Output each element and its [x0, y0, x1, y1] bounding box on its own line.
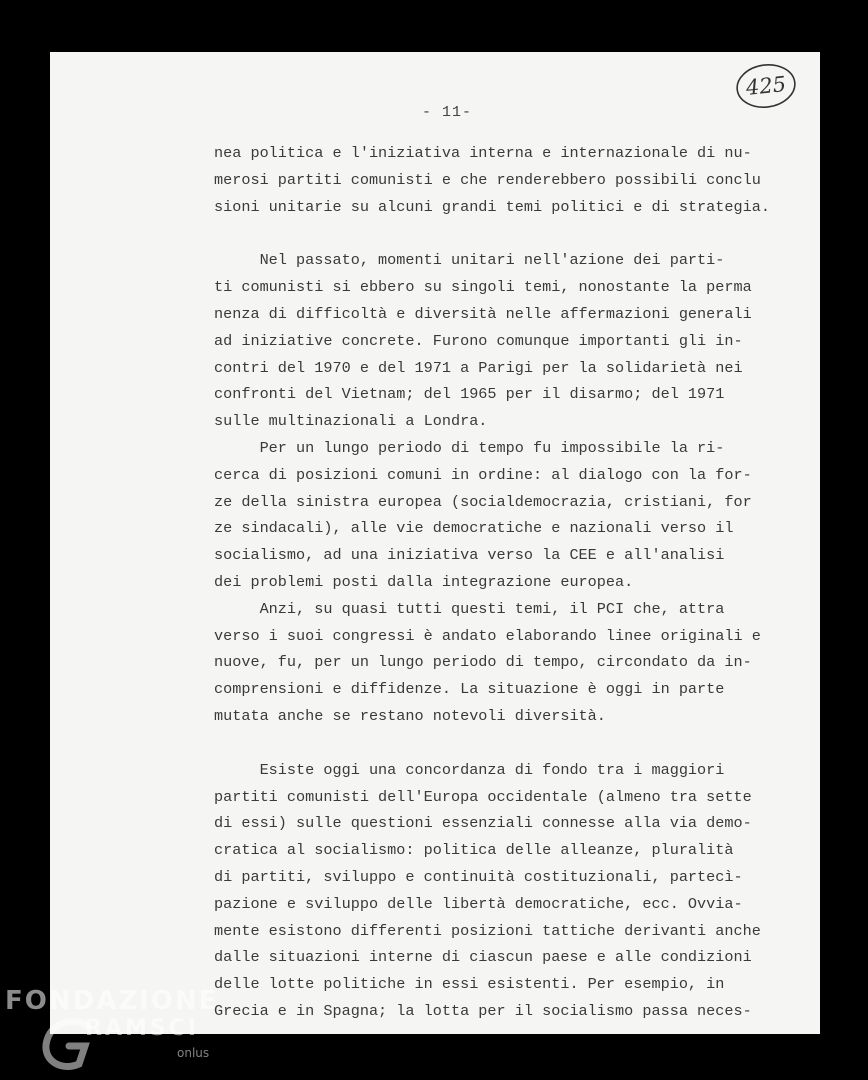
- text-line: comprensioni e diffidenze. La situazione è oggi in parte: [214, 680, 725, 699]
- archive-number-text: 425: [744, 71, 788, 101]
- watermark-suffix: onlus: [177, 1046, 210, 1060]
- text-line: nuove, fu, per un lungo periodo di tempo, circondato da in-: [214, 653, 752, 672]
- text-line: Grecia e in Spagna; la lotta per il socialismo passa neces-: [214, 1001, 752, 1020]
- text-line: di essi) sulle questioni essenziali connesse alla via demo-: [214, 814, 752, 833]
- text-line: dei problemi posti dalla integrazione europea.: [214, 572, 634, 591]
- text-line: Nel passato, momenti unitari nell'azione dei parti-: [214, 251, 725, 270]
- text-line: Esiste oggi una concordanza di fondo tra i maggiori: [214, 760, 725, 779]
- watermark-line2: RAMSCI: [85, 1016, 200, 1041]
- text-line: cerca di posizioni comuni in ordine: al dialogo con la for-: [214, 465, 752, 484]
- text-line: merosi partiti comunisti e che renderebbero possibili conclu: [214, 170, 761, 189]
- text-line: verso i suoi congressi è andato elaborando linee originali e: [214, 626, 761, 645]
- fondazione-gramsci-watermark: [5, 986, 220, 1076]
- text-line: mente esistono differenti posizioni tattiche derivanti anche: [214, 921, 761, 940]
- page-number: - 11-: [422, 104, 473, 121]
- text-line: ze sindacali), alle vie democratiche e nazionali verso il: [214, 519, 734, 538]
- text-line: nenza di difficoltà e diversità nelle affermazioni generali: [214, 304, 752, 323]
- text-line: ti comunisti si ebbero su singoli temi, nonostante la perma: [214, 278, 752, 297]
- text-line: contri del 1970 e del 1971 a Parigi per la solidarietà nei: [214, 358, 743, 377]
- text-line: ad iniziative concrete. Furono comunque importanti gli in-: [214, 331, 743, 350]
- paragraph: [214, 247, 774, 729]
- text-line: Per un lungo periodo di tempo fu impossibile la ri-: [214, 438, 725, 457]
- text-line: mutata anche se restano notevoli diversità.: [214, 706, 606, 725]
- text-line: dalle situazioni interne di ciascun paese e alle condizioni: [214, 948, 752, 967]
- text-line: nea politica e l'iniziativa interna e internazionale di nu-: [214, 144, 752, 162]
- text-line: sulle multinazionali a Londra.: [214, 412, 488, 431]
- paragraph: [214, 140, 774, 220]
- text-line: partiti comunisti dell'Europa occidentale (almeno tra sette: [214, 787, 752, 806]
- text-line: confronti del Vietnam; del 1965 per il disarmo; del 1971: [214, 385, 725, 404]
- text-line: sioni unitarie su alcuni grandi temi politici e di strategia.: [214, 197, 770, 216]
- text-line: ze della sinistra europea (socialdemocrazia, cristiani, for: [214, 492, 752, 511]
- text-line: cratica al socialismo: politica delle alleanze, pluralità: [214, 841, 734, 860]
- text-line: socialismo, ad una iniziativa verso la CEE e all'analisi: [214, 546, 725, 565]
- text-line: pazione e sviluppo delle libertà democratiche, ecc. Ovvia-: [214, 894, 743, 913]
- watermark-line1: FONDAZIONE: [5, 986, 219, 1016]
- typed-body-text: [214, 140, 774, 1025]
- text-line: di partiti, sviluppo e continuità costituzionali, partecì-: [214, 867, 743, 886]
- text-line: Anzi, su quasi tutti questi temi, il PCI che, attra: [214, 599, 725, 618]
- paragraph: [214, 757, 774, 1025]
- archive-number-stamp: [735, 62, 797, 110]
- text-line: delle lotte politiche in essi esistenti. Per esempio, in: [214, 975, 725, 994]
